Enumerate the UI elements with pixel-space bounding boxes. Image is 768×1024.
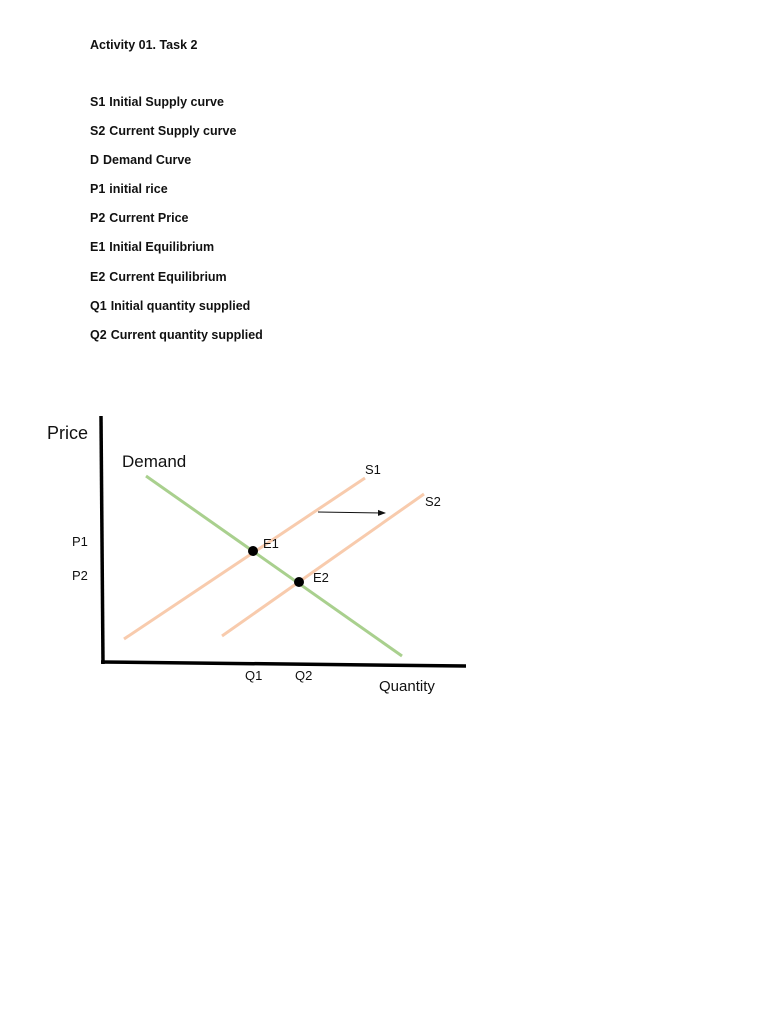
legend-item <box>90 124 263 153</box>
legend-text: Initial quantity supplied <box>110 298 251 313</box>
s2-label: S2 <box>425 494 441 509</box>
supply-curve-s2 <box>222 494 424 636</box>
legend-text: Initial Equilibrium <box>109 240 215 255</box>
legend-item <box>90 182 263 211</box>
e1-label: E1 <box>263 536 279 551</box>
legend-item <box>90 211 263 240</box>
legend-item <box>90 270 263 299</box>
demand-label: Demand <box>122 452 187 471</box>
legend-item <box>90 95 263 124</box>
p1-label: P1 <box>72 534 88 549</box>
y-axis <box>101 416 103 664</box>
legend-item <box>90 240 263 269</box>
equilibrium-point-e2 <box>294 577 304 587</box>
x-axis-label: Quantity <box>379 678 435 695</box>
demand-curve <box>146 476 402 656</box>
x-axis <box>101 662 466 666</box>
y-axis-label: Price <box>47 423 89 443</box>
supply-curve-s1 <box>124 478 365 639</box>
legend-code: S2 <box>90 124 106 139</box>
legend-text: Current Supply curve <box>109 124 237 139</box>
q1-label: Q1 <box>245 668 263 683</box>
legend-text: Initial Supply curve <box>109 95 224 109</box>
legend-code: E2 <box>90 269 106 284</box>
legend-code: Q2 <box>90 327 107 342</box>
s1-label: S1 <box>365 462 381 477</box>
legend-code: P1 <box>90 182 106 197</box>
legend-list <box>90 95 263 357</box>
supply-demand-diagram <box>0 380 768 720</box>
legend-item <box>90 153 263 182</box>
legend-code: S1 <box>90 95 106 109</box>
e2-label: E2 <box>313 570 329 585</box>
legend-code: D <box>90 153 100 168</box>
shift-arrow-icon <box>318 512 385 513</box>
legend-text: Demand Curve <box>103 153 192 168</box>
legend-code: P2 <box>90 211 106 226</box>
equilibrium-point-e1 <box>248 546 258 556</box>
legend-item <box>90 328 263 357</box>
legend-text: Current Equilibrium <box>109 269 227 284</box>
legend-text: initial rice <box>109 182 168 197</box>
legend-code: Q1 <box>90 298 107 313</box>
legend-item <box>90 299 263 328</box>
legend-code: E1 <box>90 240 106 255</box>
p2-label: P2 <box>72 568 88 583</box>
legend-text: Current quantity supplied <box>110 327 263 342</box>
q2-label: Q2 <box>295 668 313 683</box>
legend-text: Current Price <box>109 211 189 226</box>
document-title: Activity 01. Task 2 <box>90 38 198 52</box>
